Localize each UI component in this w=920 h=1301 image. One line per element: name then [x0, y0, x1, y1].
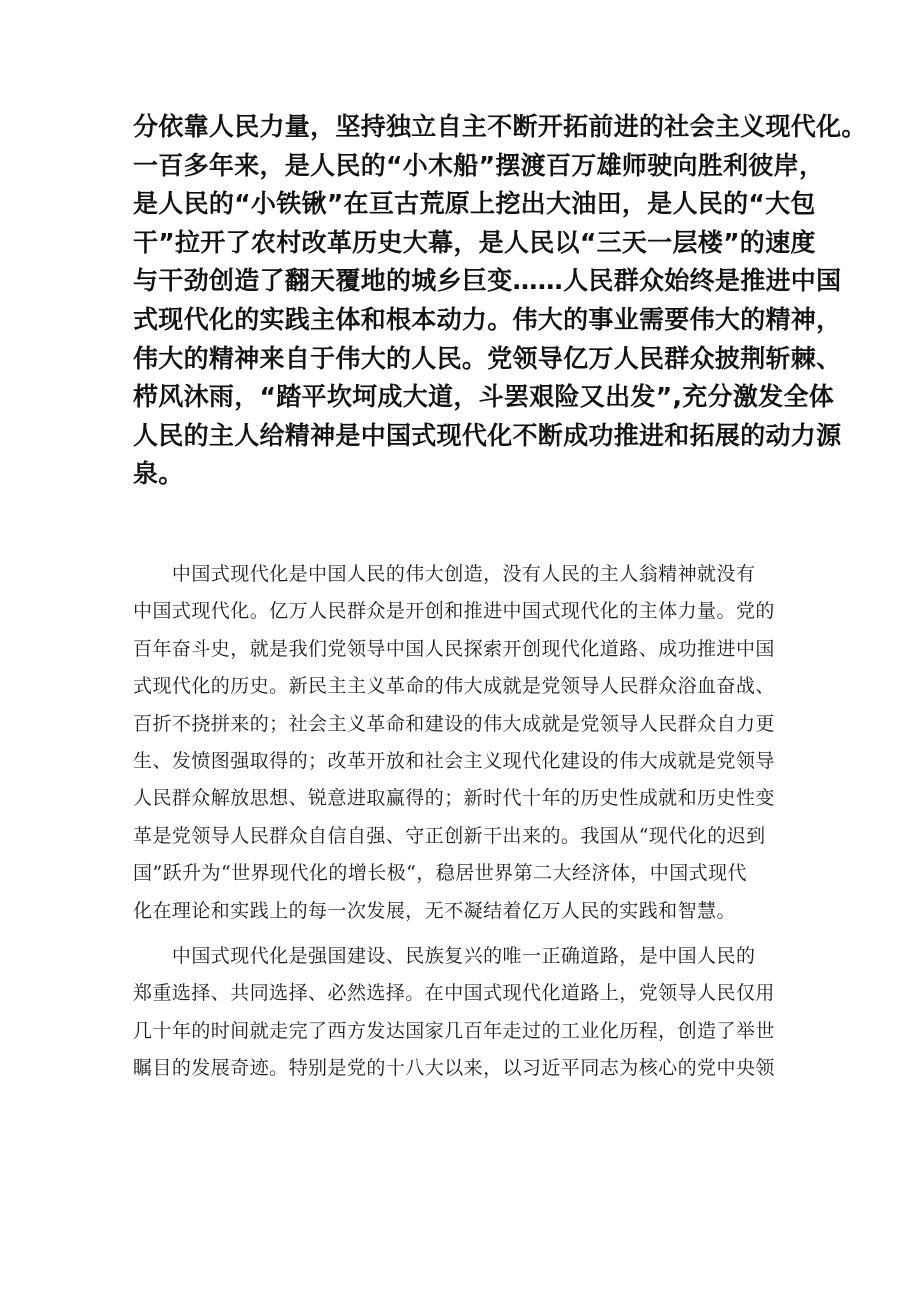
text-line: 中国式现代化是强国建设、民族复兴的唯一正确道路，是中国人民的 [133, 944, 756, 967]
text-line: 泉。 [133, 459, 184, 489]
text-line: 生、发愤图强取得的；改革开放和社会主义现代化建设的伟大成就是党领导 [133, 749, 775, 772]
text-line: 是人民的“小铁锹”在亘古荒原上挖出大油田，是人民的“大包 [133, 189, 816, 219]
text-line: 干”拉开了农村改革历史大幕，是人民以“三天一层楼”的速度 [133, 227, 816, 257]
text-line: 伟大的精神来自于伟大的人民。党领导亿万人民群众披荆斩棘、 [133, 343, 842, 373]
text-line: 几十年的时间就走完了西方发达国家几百年走过的工业化历程，创造了举世 [133, 1019, 775, 1042]
text-line: 式现代化的历史。新民主主义革命的伟大成就是党领导人民群众浴血奋战、 [133, 675, 775, 698]
text-line: 瞩目的发展奇迹。特别是党的十八大以来，以习近平同志为核心的党中央领 [133, 1057, 775, 1080]
paragraph-1 [133, 556, 813, 930]
intro-bold-paragraph [133, 108, 867, 494]
text-line: 中国式现代化是中国人民的伟大创造，没有人民的主人翁精神就没有 [133, 563, 756, 585]
text-line: 革是党领导人民群众自信自强、守正创新干出来的。我国从“现代化的迟到 [133, 824, 766, 847]
body-paragraphs [133, 556, 813, 1087]
text-line: 化在理论和实践上的每一次发展，无不凝结着亿万人民的实践和智慧。 [133, 899, 736, 922]
text-line: 郑重选择、共同选择、必然选择。在中国式现代化道路上，党领导人民仅用 [133, 982, 775, 1005]
text-line: 分依靠人民力量，坚持独立自主不断开拓前进的社会主义现代化。 [133, 112, 867, 141]
text-line: 式现代化的实践主体和根本动力。伟大的事业需要伟大的精神， [133, 304, 842, 334]
paragraph-2 [133, 938, 813, 1088]
text-line: 栉风沐雨，“踏平坎坷成大道，斗罢艰险又出发”,充分激发全体 [133, 382, 835, 412]
text-line: 国”跃升为“世界现代化的增长极“，稳居世界第二大经济体，中国式现代 [133, 862, 747, 885]
text-line: 人民的主人给精神是中国式现代化不断成功推进和拓展的动力源 [133, 420, 842, 450]
text-line: 与干劲创造了翻天覆地的城乡巨变……人民群众始终是推进中国 [133, 266, 842, 296]
text-line: 百折不挠拼来的；社会主义革命和建设的伟大成就是党领导人民群众自力更 [133, 712, 775, 735]
paragraph-gap [133, 930, 813, 938]
text-line: 中国式现代化。亿万人民群众是开创和推进中国式现代化的主体力量。党的 [133, 600, 775, 623]
text-line: 百年奋斗史，就是我们党领导中国人民探索开创现代化道路、成功推进中国 [133, 637, 775, 660]
text-line: 一百多年来，是人民的“小木船”摆渡百万雄师驶向胜利彼岸， [133, 150, 825, 180]
text-line: 人民群众解放思想、锐意进取赢得的；新时代十年的历史性成就和历史性变 [133, 787, 775, 810]
